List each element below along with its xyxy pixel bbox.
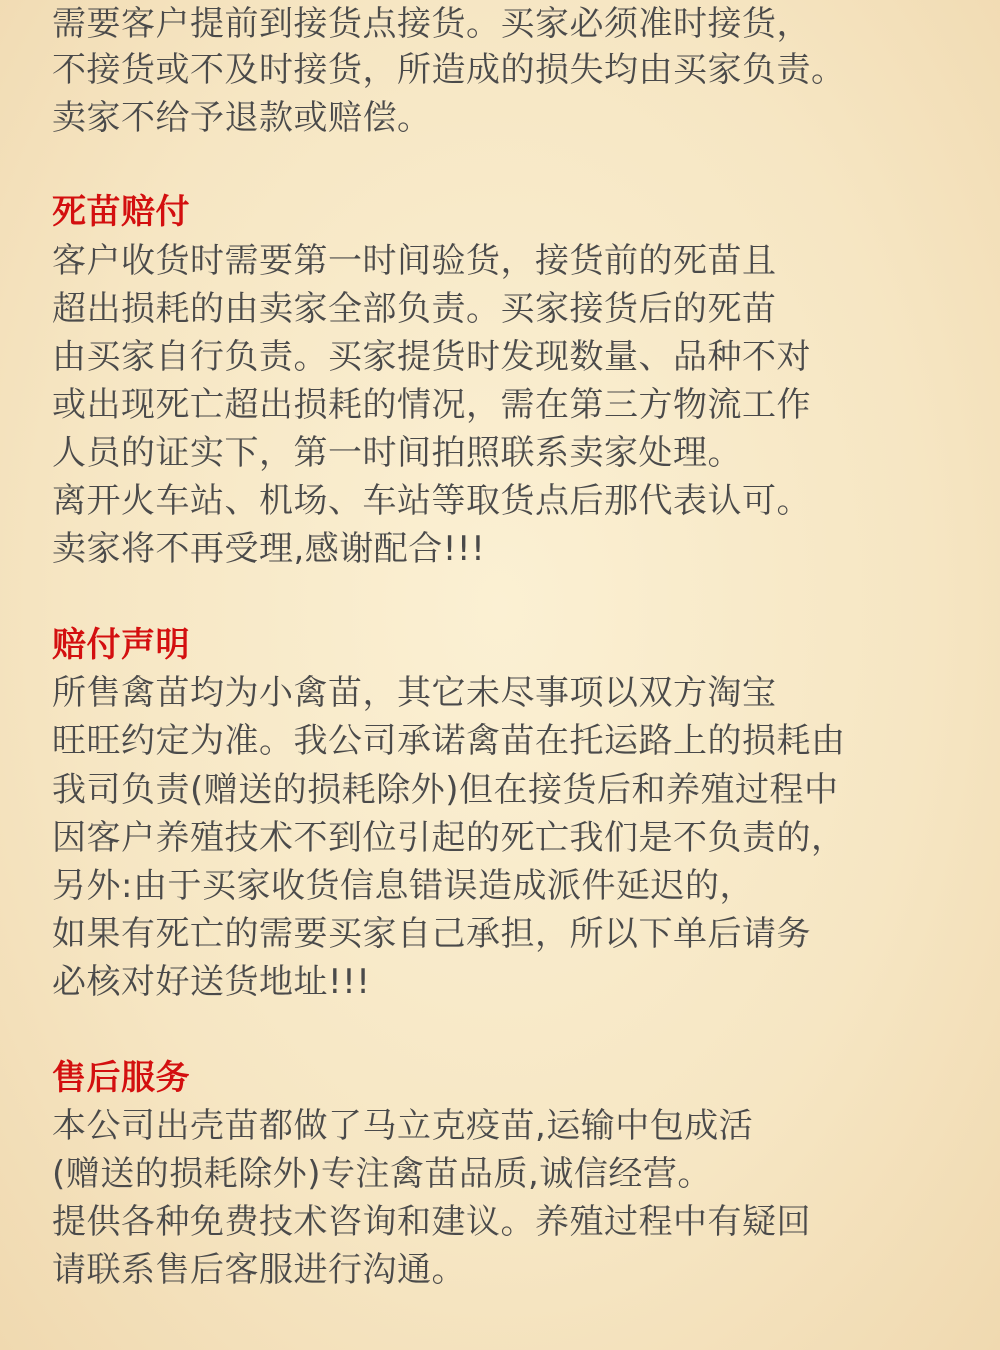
- paragraph-line: 因客户养殖技术不到位引起的死亡我们是不负责的，: [52, 818, 846, 858]
- paragraph-line: 本公司出壳苗都做了马立克疫苗,运输中包成活: [52, 1106, 754, 1146]
- section-title: 售后服务: [52, 1058, 190, 1098]
- section-title: 死苗赔付: [52, 192, 190, 232]
- paragraph-line: 人员的证实下，第一时间拍照联系卖家处理。: [52, 433, 742, 473]
- paragraph-line: 旺旺约定为准。我公司承诺禽苗在托运路上的损耗由: [52, 721, 846, 761]
- paragraph-line: 另外:由于买家收货信息错误造成派件延迟的，: [52, 866, 754, 906]
- paragraph-line: 请联系售后客服进行沟通。: [52, 1250, 466, 1290]
- paragraph-line: 提供各种免费技术咨询和建议。养殖过程中有疑回: [52, 1202, 811, 1242]
- intro-line: 卖家不给予退款或赔偿。: [52, 98, 432, 138]
- paragraph-line: 客户收货时需要第一时间验货，接货前的死苗且: [52, 241, 777, 281]
- paragraph-line: 或出现死亡超出损耗的情况，需在第三方物流工作: [52, 385, 811, 425]
- paragraph-line: (赠送的损耗除外)专注禽苗品质,诚信经营。: [52, 1154, 712, 1194]
- paragraph-line: 如果有死亡的需要买家自己承担，所以下单后请务: [52, 914, 811, 954]
- paragraph-line: 我司负责(赠送的损耗除外)但在接货后和养殖过程中: [52, 770, 839, 810]
- paragraph-line: 离开火车站、机场、车站等取货点后那代表认可。: [52, 481, 811, 521]
- section-title: 赔付声明: [52, 625, 190, 665]
- paragraph-line: 必核对好送货地址!!!: [52, 962, 371, 1002]
- intro-line: 不接货或不及时接货，所造成的损失均由买家负责。: [52, 50, 846, 90]
- paragraph-line: 卖家将不再受理,感谢配合!!!: [52, 529, 486, 569]
- paragraph-line: 超出损耗的由卖家全部负责。买家接货后的死苗: [52, 289, 777, 329]
- intro-line: 需要客户提前到接货点接货。买家必须准时接货，: [52, 4, 811, 44]
- paragraph-line: 由买家自行负责。买家提货时发现数量、品种不对: [52, 337, 811, 377]
- paragraph-line: 所售禽苗均为小禽苗，其它未尽事项以双方淘宝: [52, 673, 777, 713]
